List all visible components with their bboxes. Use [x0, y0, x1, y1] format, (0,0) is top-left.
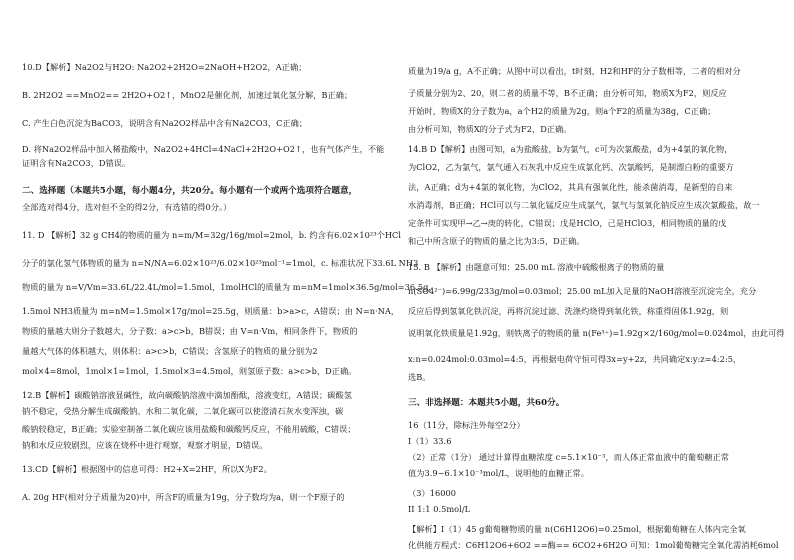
text-line: 化供能方程式：C6H12O6+6O2 ==酶== 6CO2+6H2O 可知：1mol葡萄糖完全氧化需消耗6mol	[408, 540, 779, 550]
text-line: A. 20g HF(相对分子质量为20)中，所含F的质量为19g，分子数均为a，则一个F原子的	[22, 492, 345, 502]
text-line: （3）16000	[408, 488, 457, 498]
text-line: 12.B【解析】碳酸钠溶液显碱性，故向碳酸钠溶液中滴加酚酞，溶液变红，A错误；碳酸氢	[22, 390, 352, 400]
text-line: 值为3.9~6.1×10⁻³mol/L，说明他的血糖正常。	[408, 468, 589, 478]
text-line: 为ClO2，乙为氯气，氯气通入石灰乳中反应生成氯化钙、次氯酸钙，是制漂白粉的重要方	[408, 162, 734, 172]
text-line: 和己中所含原子的物质的量之比为3:5，D正确。	[408, 236, 585, 246]
text-line: 全部选对得4分，选对但不全的得2分，有选错的得0分。）	[22, 202, 232, 212]
text-line: mol×4=8mol，1mol×1=1mol，1.5mol×3=4.5mol，则氢原子数：a>c>b，D正确。	[22, 366, 357, 376]
text-line: 法，A正确；d为+4氯的氧化物，为ClO2，其具有强氧化性，能杀菌消毒，是新型的自来	[408, 182, 733, 192]
text-line: 13.CD【解析】根据图中的信息可得：H2+X=2HF，所以X为F2。	[22, 464, 272, 474]
text-line: 10.D【解析】Na2O2与H2O: Na2O2+2H2O=2NaOH+H2O2，A正确；	[22, 62, 307, 72]
text-line: 11. D 【解析】32 g CH4的物质的量为 n=m/M=32g/16g/mol=2mol，b. 约含有6.02×10²³个HCl	[22, 230, 402, 240]
text-line: （2）正常（1分） 通过计算得血糖浓度 c=5.1×10⁻³，而人体正常血液中的葡萄糖正常	[408, 452, 730, 462]
text-line: II 1:1 0.5mol/L	[408, 504, 471, 514]
text-line: n(SO4²⁻)=6.99g/233g/mol=0.03mol；25.00 mL加入足量的NaOH溶液至沉淀完全，充分	[408, 286, 757, 296]
text-line: 反应后得到氢氧化铁沉淀，再将沉淀过滤、洗涤灼烧得到氧化铁，称重得固体1.92g，则	[408, 306, 729, 316]
text-line: x:n=0.024mol:0.03mol=4:5，再根据电荷守恒可得3x=y+2z，共同确定x:y:z=4:2:5，	[408, 354, 742, 364]
text-line: 由分析可知，物质X的分子式为F2，D正确。	[408, 124, 572, 134]
text-line: 三、非选择题：本题共5小题，共60分。	[408, 398, 565, 408]
text-line: 证明含有Na2CO3，D错误。	[22, 158, 131, 168]
text-line: 水消毒剂，B正确；HCl可以与二氧化锰反应生成氯气，氯气与氢氧化钠反应生成次氯酸盐，故一	[408, 200, 760, 210]
text-line: 开始时，物质X的分子数为a，a个H2的质量为2g，则a个F2的质量为38g，C正确；	[408, 106, 716, 116]
text-line: 15. B 【解析】由题意可知：25.00 mL 溶液中硫酸根离子的物质的量	[408, 262, 665, 272]
text-line: 分子的氯化氢气体物质的量为 n=N/NA=6.02×10²³/6.02×10²³mol⁻¹=1mol，c. 标准状况下33.6L NH3	[22, 258, 419, 268]
text-line: 16（11分，除标注外每空2分）	[408, 420, 525, 430]
text-line: 1.5mol NH3质量为 m=nM=1.5mol×17g/mol=25.5g，则质量：b>a>c，A错误；由 N=n·NA，	[22, 306, 400, 316]
text-line: D. 将Na2O2样品中加入稀盐酸中，Na2O2+4HCl=4NaCl+2H2O+O2↑，也有气体产生，不能	[22, 144, 385, 154]
text-line: 【解析】I（1）45 g葡萄糖物质的量 n(C6H12O6)=0.25mol，根据葡萄糖在人体内完全氧	[408, 524, 746, 534]
text-line: 物质的量为 n=V/Vm=33.6L/22.4L/mol=1.5mol，1molHCl的质量为 m=nM=1mol×36.5g/mol=36.5g，	[22, 282, 437, 292]
text-line: 子质量分别为2、20，则二者的质量不等，B不正确；由分析可知，物质X为F2，则反应	[408, 88, 727, 98]
text-line: 钠和水反应较剧烈，应该在烧杯中进行观察，观察才明显，D错误。	[22, 440, 268, 450]
text-line: 定条件可实现甲→乙→庚的转化，C错误；戊是HClO，己是HClO3，相同物质的量的戊	[408, 218, 727, 228]
text-line: 选B。	[408, 372, 431, 382]
text-line: 物质的量越大则分子数越大，分子数：a>c>b，B错误；由 V=n·Vm，相同条件下，物质的	[22, 326, 358, 336]
text-line: 酸钠较稳定，B正确；实验室制备二氧化碳应该用盐酸和碳酸钙反应，不能用硫酸，C错误；	[22, 424, 356, 434]
right-column	[408, 0, 785, 560]
text-line: C. 产生白色沉淀为BaCO3，说明含有Na2O2样品中含有Na2CO3，C正确；	[22, 118, 308, 128]
text-line: 量越大气体的体积越大，则体积：a>c>b，C错误；含氢原子的物质的量分别为2	[22, 346, 318, 356]
text-line: B. 2H2O2 ==MnO2== 2H2O+O2↑，MnO2是催化剂，加速过氧化氢分解，B正确；	[22, 90, 353, 100]
text-line: 钠不稳定，受热分解生成碳酸钠、水和二氧化碳，二氧化碳可以使澄清石灰水变浑浊，碳	[22, 406, 344, 416]
text-line: 14.B D【解析】由图可知，a为盐酸盐，b为氯气，c可为次氯酸盐，d为+4氯的氧化物，	[408, 144, 733, 154]
text-line: I（1）33.6	[408, 436, 452, 446]
text-line: 二、选择题（本题共5小题，每小题4分，共20分。每小题有一个或两个选项符合题意，	[22, 186, 358, 196]
text-line: 质量为19/a g，A不正确；从图中可以看出，t时刻，H2和HF的分子数相等，二者的相对分	[408, 66, 741, 76]
text-line: 说明氧化铁质量是1.92g，则铁离子的物质的量 n(Fe³⁺)=1.92g×2/160g/mol=0.024mol，由此可得	[408, 328, 785, 338]
